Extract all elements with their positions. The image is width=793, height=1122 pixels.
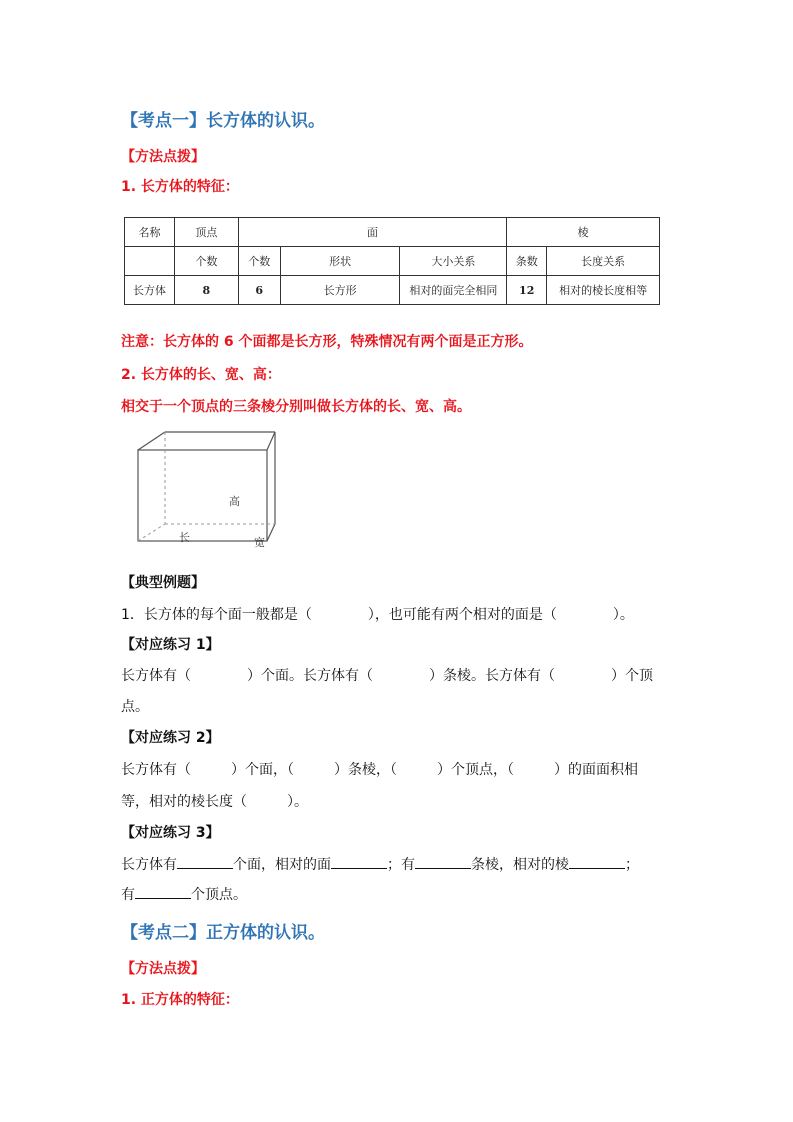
- sub-face-count: 个数: [238, 247, 280, 276]
- label-height: 高: [229, 495, 240, 508]
- section2-title: 【考点二】正方体的认识。: [121, 923, 325, 943]
- row-edge-count: 12: [507, 276, 547, 305]
- row-face-count: 6: [238, 276, 280, 305]
- section1-title: 【考点一】长方体的认识。: [121, 111, 325, 131]
- header-edge: 棱: [507, 218, 660, 247]
- practice3-line2: 有 个顶点。: [121, 884, 247, 904]
- answer-line[interactable]: [135, 884, 191, 899]
- header-name: 名称: [125, 218, 175, 247]
- cuboid-front-face: [138, 450, 267, 541]
- practice1-line1: 长方体有（ ）个面。长方体有（ ）条棱。长方体有（ ）个顶: [121, 668, 653, 684]
- sub-face-shape: 形状: [280, 247, 400, 276]
- example-question: 1．长方体的每个面一般都是（ ），也可能有两个相对的面是（ ）。: [121, 607, 634, 623]
- practice1-line2: 点。: [121, 699, 149, 715]
- practice2-line1: 长方体有（ ）个面，（ ）条棱，（ ）个顶点，（ ）的面面积相: [121, 762, 638, 778]
- practice2-line2: 等，相对的棱长度（ ）。: [121, 794, 308, 810]
- dims-text: 相交于一个顶点的三条棱分别叫做长方体的长、宽、高。: [121, 399, 471, 415]
- method-label-1: 【方法点拨】: [121, 149, 205, 165]
- dims-heading: 2. 长方体的长、宽、高：: [121, 367, 281, 383]
- cuboid-feature-table: [124, 217, 660, 305]
- label-length: 长: [179, 531, 190, 544]
- label-width: 宽: [254, 536, 265, 549]
- sub-edge-count: 条数: [507, 247, 547, 276]
- method-label-2: 【方法点拨】: [121, 961, 205, 977]
- row-face-size: 相对的面完全相同: [400, 276, 507, 305]
- answer-line[interactable]: [331, 854, 387, 869]
- header-name-span: [125, 247, 175, 276]
- practice3-line1: 长方体有 个面，相对的面 ；有 条棱，相对的棱 ；: [121, 854, 639, 874]
- practice3-label: 【对应练习 3】: [121, 825, 220, 841]
- row-edge-length: 相对的棱长度相等: [547, 276, 660, 305]
- feature-heading-2: 1. 正方体的特征：: [121, 992, 239, 1008]
- practice2-label: 【对应练习 2】: [121, 730, 220, 746]
- answer-line[interactable]: [569, 854, 625, 869]
- feature-heading-1: 1. 长方体的特征：: [121, 179, 239, 195]
- sub-face-size: 大小关系: [400, 247, 507, 276]
- answer-line[interactable]: [415, 854, 471, 869]
- header-face: 面: [238, 218, 506, 247]
- example-label: 【典型例题】: [121, 575, 205, 591]
- sub-edge-length: 长度关系: [547, 247, 660, 276]
- practice1-label: 【对应练习 1】: [121, 637, 220, 653]
- sub-vertex-count: 个数: [174, 247, 238, 276]
- header-vertex: 顶点: [174, 218, 238, 247]
- row-face-shape: 长方形: [280, 276, 400, 305]
- row-vertex-count: 8: [174, 276, 238, 305]
- note: 注意：长方体的 6 个面都是长方形，特殊情况有两个面是正方形。: [121, 334, 533, 350]
- cuboid-figure: [125, 425, 285, 550]
- answer-line[interactable]: [177, 854, 233, 869]
- row-name: 长方体: [125, 276, 175, 305]
